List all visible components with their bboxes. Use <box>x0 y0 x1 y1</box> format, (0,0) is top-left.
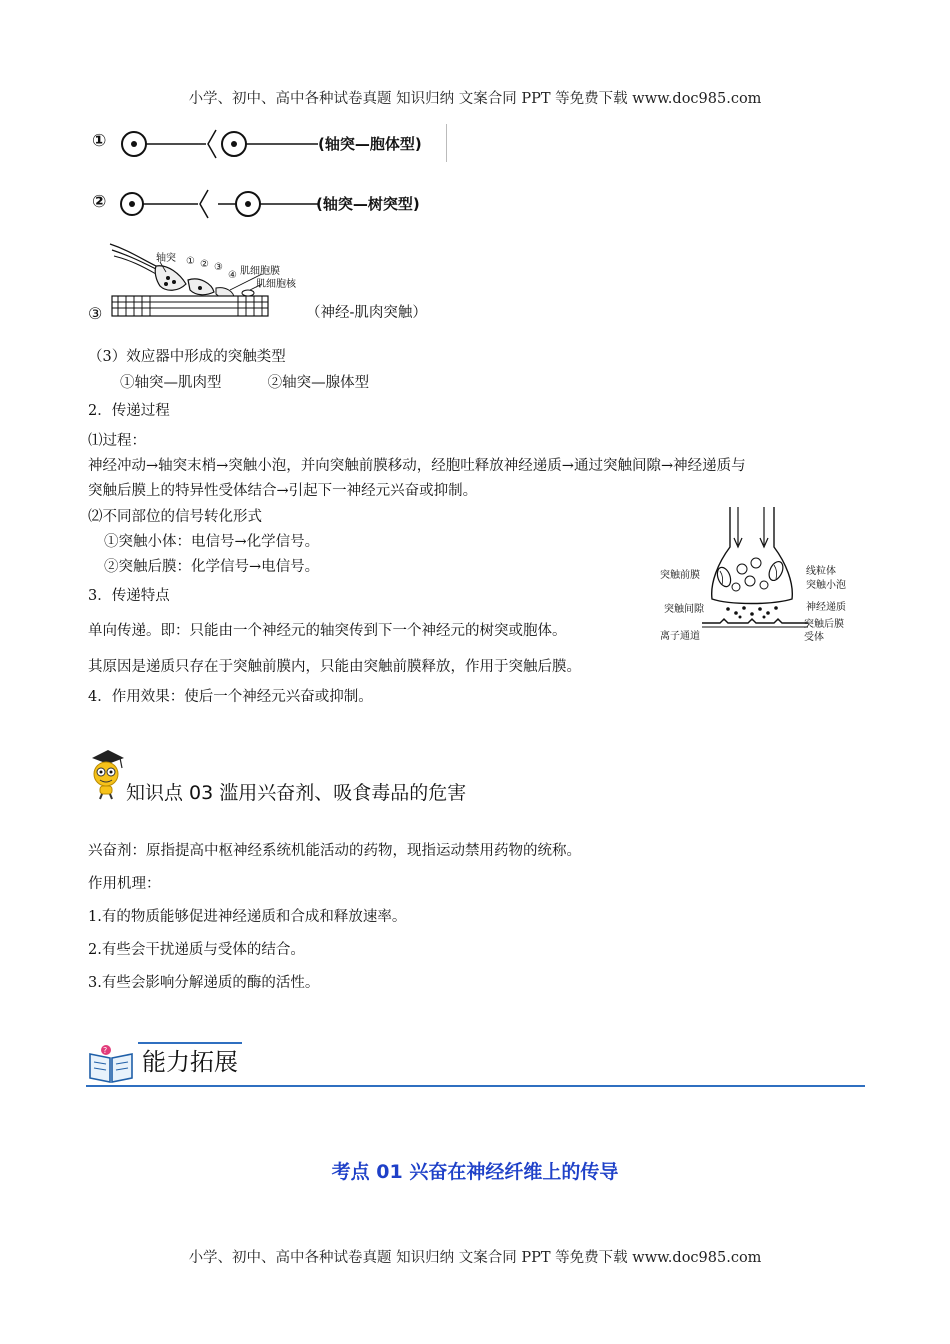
label-vesicle: 突触小泡 <box>806 580 846 591</box>
features-heading: 3．传递特点 <box>88 588 170 604</box>
synapse-structure-svg <box>700 505 810 635</box>
signal-conversion-label: ⑵不同部位的信号转化形式 <box>88 509 262 525</box>
process-label: ⑴过程： <box>88 433 146 449</box>
label-synaptic-cleft: 突触间隙 <box>664 604 704 615</box>
label-3: ③ <box>214 262 223 273</box>
label-muscle-nucleus: 肌细胞核 <box>256 279 296 290</box>
page-footer: 小学、初中、高中各种试卷真题 知识归纳 文案合同 PPT 等免费下载 www.doc985.com <box>188 1250 762 1266</box>
label-1: ① <box>186 256 195 267</box>
stimulant-definition: 兴奋剂：原指提高中枢神经系统机能活动的药物，现指运动禁用药物的统称。 <box>88 843 581 859</box>
label-axon: 轴突 <box>156 253 176 264</box>
label-presynaptic-membrane: 突触前膜 <box>660 570 700 581</box>
axon-dendrite-diagram <box>118 184 328 224</box>
label-postsynaptic-membrane: 突触后膜 <box>804 619 844 630</box>
type2-label: (轴突—树突型) <box>316 195 420 213</box>
label-receptor: 受体 <box>804 632 824 643</box>
features-line-2: 其原因是递质只存在于突触前膜内，只能由突触前膜释放，作用于突触后膜。 <box>88 659 581 675</box>
divider <box>446 124 447 162</box>
neuromuscular-diagram <box>108 240 273 320</box>
type1-label: (轴突—胞体型) <box>318 135 422 153</box>
mechanism-item-1: 1.有的物质能够促进神经递质和合成和释放速率。 <box>88 909 407 925</box>
label-muscle-membrane: 肌细胞膜 <box>240 266 280 277</box>
type3-number: ③ <box>88 304 103 323</box>
type2-number: ② <box>92 192 107 212</box>
transmission-heading: 2．传递过程 <box>88 403 170 419</box>
label-ion-channel: 离子通道 <box>660 631 700 642</box>
mechanism-item-3: 3.有些会影响分解递质的酶的活性。 <box>88 975 320 991</box>
student-mascot-icon <box>86 748 126 800</box>
ability-title-overline <box>138 1042 242 1044</box>
label-neurotransmitter: 神经递质 <box>806 602 846 613</box>
type1-number: ① <box>92 131 107 151</box>
ability-title: 能力拓展 <box>142 1048 238 1076</box>
ability-rule <box>86 1085 865 1087</box>
label-2: ② <box>200 259 209 270</box>
signal-conversion-item-1: ①突触小体：电信号→化学信号。 <box>104 534 320 550</box>
axon-soma-diagram <box>118 124 328 164</box>
type3-label: （神经-肌肉突触） <box>306 305 427 321</box>
label-mitochondria: 线粒体 <box>806 566 836 577</box>
effector-synapse-title: （3）效应器中形成的突触类型 <box>88 349 286 365</box>
knowledge-point-title: 知识点 03 滥用兴奋剂、吸食毒品的危害 <box>126 782 467 804</box>
label-4: ④ <box>228 270 237 281</box>
mechanism-label: 作用机理： <box>88 876 161 892</box>
mechanism-item-2: 2.有些会干扰递质与受体的结合。 <box>88 942 305 958</box>
process-line-1: 神经冲动→轴突末梢→突触小泡，并向突触前膜移动，经胞吐释放神经递质→通过突触间隙→神经递质与 <box>88 458 746 474</box>
page-header: 小学、初中、高中各种试卷真题 知识归纳 文案合同 PPT 等免费下载 www.doc985.com <box>188 91 762 107</box>
effector-synapse-items: ①轴突—肌肉型 ②轴突—腺体型 <box>120 375 370 391</box>
features-line-1: 单向传递。即：只能由一个神经元的轴突传到下一个神经元的树突或胞体。 <box>88 623 567 639</box>
signal-conversion-item-2: ②突触后膜：化学信号→电信号。 <box>104 559 320 575</box>
effect-line: 4．作用效果：使后一个神经元兴奋或抑制。 <box>88 689 373 705</box>
svg-text:?: ? <box>103 1046 108 1055</box>
exam-point-title: 考点 01 兴奋在神经纤维上的传导 <box>331 1161 619 1183</box>
open-book-icon <box>86 1044 136 1084</box>
process-line-2: 突触后膜上的特异性受体结合→引起下一神经元兴奋或抑制。 <box>88 483 478 499</box>
